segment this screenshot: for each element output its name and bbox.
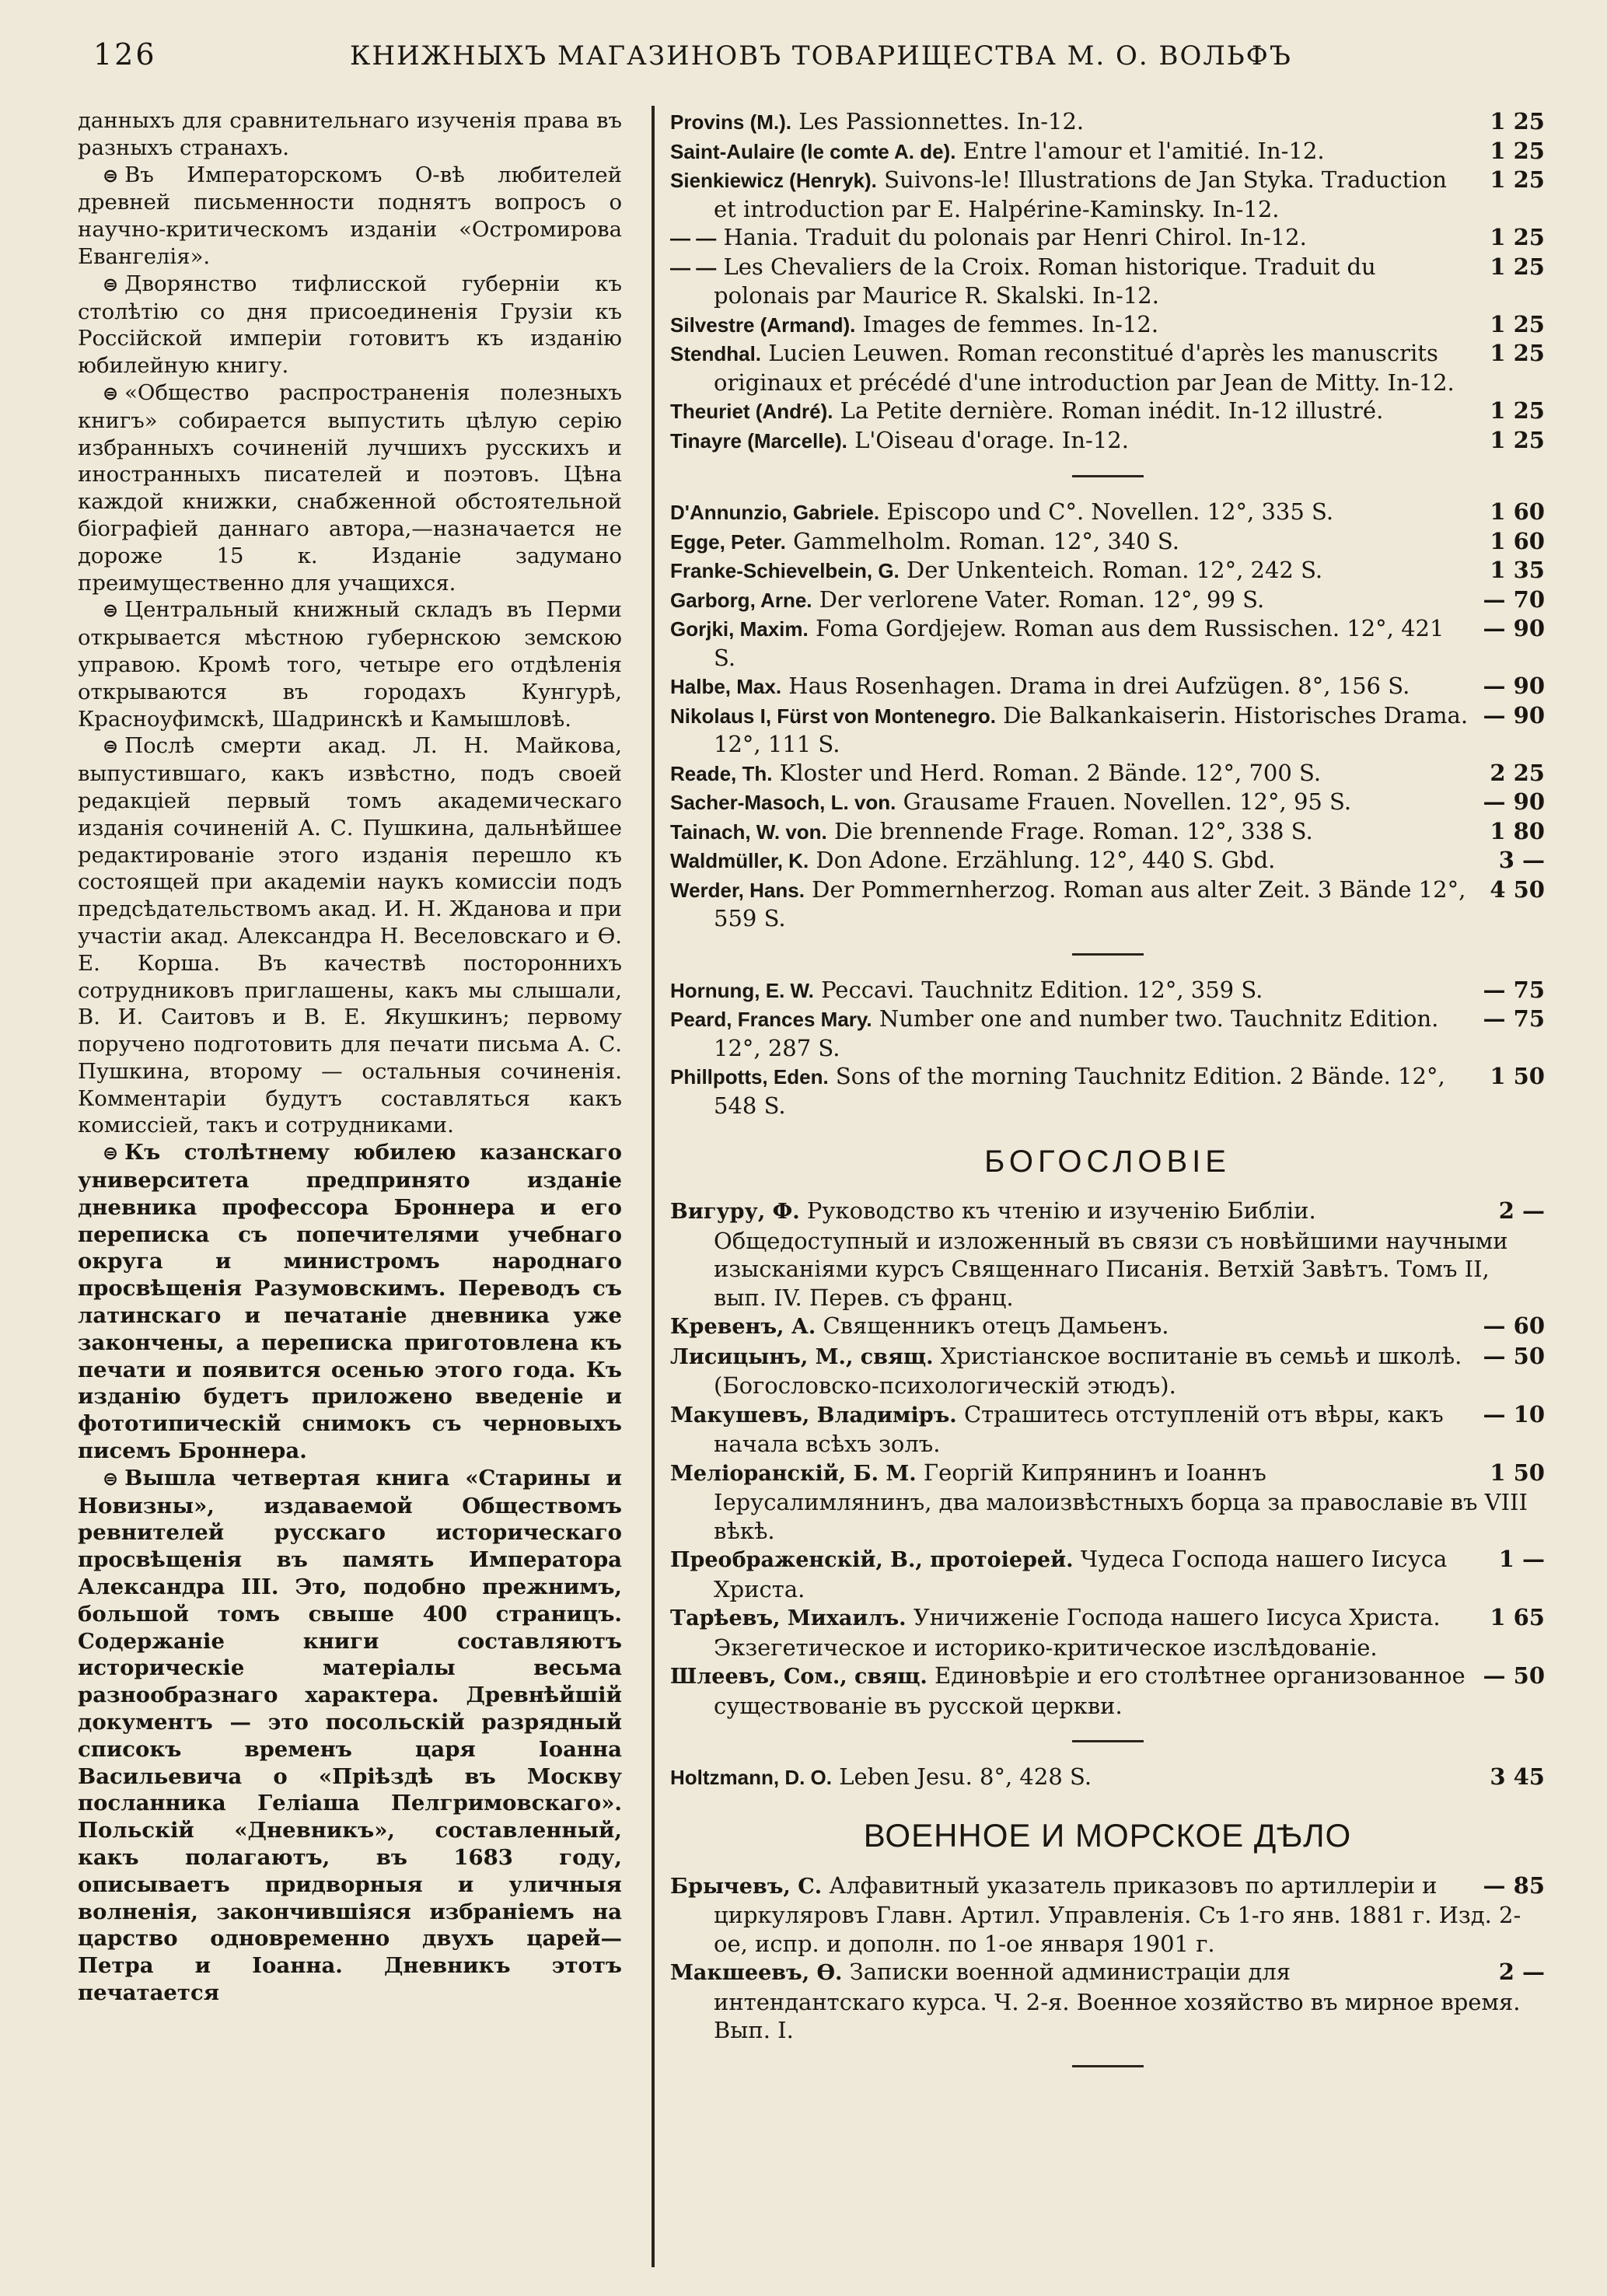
catalog-entry xyxy=(670,166,1545,223)
entry-price: 1 60 xyxy=(1490,498,1545,525)
entry-price: 1 25 xyxy=(1490,137,1545,164)
catalog-entry xyxy=(670,817,1545,847)
entry-title: L'Oiseau d'orage. In-12. xyxy=(854,426,1129,453)
catalog-entry xyxy=(670,1312,1545,1342)
section-divider xyxy=(1072,953,1144,956)
entry-price: 1 — xyxy=(1498,1546,1545,1572)
entry-title: Священникъ отецъ Дамьенъ. xyxy=(823,1312,1169,1339)
entry-title: Les Chevaliers de la Croix. Roman historique. Traduit du polonais par Maurice R. Skalski. In-12. xyxy=(714,253,1376,309)
entry-title: Записки военной администраціи для интендантскаго курса. Ч. 2-я. Военное хозяйство въ мирное время. Вып. I. xyxy=(714,1959,1521,2043)
catalog-entry xyxy=(670,1871,1545,1959)
entry-price: 1 25 xyxy=(1490,426,1545,453)
entry-price: 1 25 xyxy=(1490,310,1545,337)
entry-price: 1 35 xyxy=(1490,557,1545,583)
news-marker-icon: ⊜ xyxy=(103,1467,119,1490)
entry-author: Преображенскій, В., протоіерей. xyxy=(670,1548,1074,1572)
entry-author: Шлеевъ, Сом., свящ. xyxy=(670,1665,928,1689)
entry-title: Die Balkankaiserin. Historisches Drama. 12°, 111 S. xyxy=(714,701,1469,757)
entry-author: Peard, Frances Mary. xyxy=(670,1008,872,1031)
news-paragraph: ⊜ Вышла четвертая книга «Старины и Новизны», издаваемой Обществомъ ревнителей русскаго историческаго просвѣщенія въ память Императора Александра III. Это, подобно прежнимъ, большой томъ свыше 400 страницъ. Содержаніе книги составляютъ историческіе матеріалы весьма разнообразнаго характера. Древнѣйшій документъ — это посольскій разрядный списокъ временъ царя Іоанна Васильевича о «Пріѣздѣ въ Москву посланника Геліаша Пелгримовскаго». Польскій «Дневникъ», составленный, какъ полагаютъ, въ 1683 году, описываетъ придворныя и уличныя волненія, закончившіяся избраніемъ на царство одновременно двухъ царей—Петра и Іоанна. Дневникъ этотъ печатается xyxy=(78,1465,622,2005)
entry-title: Grausame Frauen. Novellen. 12°, 95 S. xyxy=(903,788,1352,815)
catalog-entry xyxy=(670,1400,1545,1459)
entry-price: 1 50 xyxy=(1490,1063,1545,1089)
entry-author: Nikolaus I, Fürst von Montenegro. xyxy=(670,704,996,728)
catalog-entry xyxy=(670,1197,1545,1312)
entry-price: — 85 xyxy=(1483,1871,1545,1899)
catalog-entry xyxy=(670,976,1545,1005)
entry-title: Der Unkenteich. Roman. 12°, 242 S. xyxy=(907,557,1323,583)
entry-title: Руководство къ чтенію и изученію Библіи. Общедоступный и изложенный въ связи съ новѣйшими научными изысканіями курсъ Священнаго Писанія. Ветхій Завѣтъ. Томъ II, вып. IV. Перев. съ франц. xyxy=(714,1197,1508,1311)
news-paragraph: ⊜ Центральный книжный складъ въ Перми открывается мѣстною губернскою земскою управою. Кромѣ того, четыре его отдѣленія открываются въ городахъ Кунгурѣ, Красноуфимскѣ, Шадринскѣ и Камышловѣ. xyxy=(78,597,622,732)
entry-author: Werder, Hans. xyxy=(670,878,805,902)
catalog-entry xyxy=(670,498,1545,527)
entry-price: — 70 xyxy=(1483,585,1545,613)
entry-author: Макушевъ, Владиміръ. xyxy=(670,1403,957,1428)
entry-price: — 90 xyxy=(1483,788,1545,815)
section-divider xyxy=(1072,1740,1144,1742)
page-header xyxy=(86,30,1555,84)
entry-price: — 60 xyxy=(1483,1312,1545,1339)
entry-title: Единовѣріе и его столѣтнее организованное существованіе въ русской церкви. xyxy=(714,1662,1466,1719)
theology-books-list xyxy=(670,1197,1545,1720)
catalog-entry xyxy=(670,1459,1545,1546)
entry-price: 1 25 xyxy=(1490,166,1545,193)
entry-price: 2 25 xyxy=(1490,759,1545,786)
page-number: 126 xyxy=(93,37,157,72)
entry-author: Tainach, W. von. xyxy=(670,820,827,844)
entry-price: 1 25 xyxy=(1490,224,1545,250)
news-marker-icon: ⊜ xyxy=(103,382,119,404)
section-heading-military: ВОЕННОЕ И МОРСКОЕ ДѢЛО xyxy=(863,1816,1352,1854)
entry-title: Уничиженіе Господа нашего Іисуса Христа. Экзегетическое и историко-критическое изслѣдованіе. xyxy=(714,1604,1441,1661)
entry-title: Kloster und Herd. Roman. 2 Bände. 12°, 700 S. xyxy=(779,759,1322,786)
entry-author: Silvestre (Armand). xyxy=(670,313,856,337)
entry-title: Sons of the morning Tauchnitz Edition. 2 Bände. 12°, 548 S. xyxy=(714,1063,1445,1119)
entry-title: Peccavi. Tauchnitz Edition. 12°, 359 S. xyxy=(821,976,1263,1003)
catalog-entry xyxy=(670,701,1545,759)
entry-price: 1 60 xyxy=(1490,527,1545,554)
entry-price: 3 — xyxy=(1498,847,1545,873)
entry-title: Images de femmes. In-12. xyxy=(862,310,1159,337)
entry-title: Foma Gordjejew. Roman aus dem Russischen. 12°, 421 S. xyxy=(714,615,1445,671)
catalog-entry xyxy=(670,339,1545,397)
entry-author: D'Annunzio, Gabriele. xyxy=(670,501,880,524)
entry-price: 4 50 xyxy=(1490,875,1545,903)
entry-title: Leben Jesu. 8°, 428 S. xyxy=(839,1763,1092,1790)
catalog-entry xyxy=(670,672,1545,701)
entry-author: Holtzmann, D. O. xyxy=(670,1766,832,1789)
catalog-entry xyxy=(670,1062,1545,1120)
entry-title: La Petite dernière. Roman inédit. In-12 illustré. xyxy=(840,397,1384,424)
catalog-entry xyxy=(670,223,1545,253)
military-books-list xyxy=(670,1871,1545,2045)
news-marker-icon: ⊜ xyxy=(103,273,119,295)
theology-german-books-list xyxy=(670,1763,1545,1792)
catalog-column xyxy=(670,107,1545,2269)
news-marker-icon: ⊜ xyxy=(103,164,119,187)
entry-author: — — xyxy=(670,255,717,279)
entry-author: Sienkiewicz (Henryk). xyxy=(670,169,877,192)
entry-title: Number one and number two. Tauchnitz Edition. 12°, 287 S. xyxy=(714,1005,1439,1061)
section-divider xyxy=(1072,2065,1144,2067)
entry-price: — 90 xyxy=(1483,615,1545,641)
entry-title: Der Pommernherzog. Roman aus alter Zeit. 3 Bände 12°, 559 S. xyxy=(714,875,1466,931)
news-marker-icon: ⊜ xyxy=(103,599,119,622)
entry-title: Episcopo und C°. Novellen. 12°, 335 S. xyxy=(886,498,1334,525)
entry-price: 1 25 xyxy=(1490,253,1545,280)
entry-title: Страшитесь отступленій отъ вѣры, какъ начала всѣхъ золъ. xyxy=(714,1400,1444,1457)
entry-price: 2 — xyxy=(1498,1197,1545,1224)
entry-author: Franke-Schievelbein, G. xyxy=(670,559,900,582)
entry-title: Чудеса Господа нашего Іисуса Христа. xyxy=(714,1546,1448,1602)
entry-author: Hornung, E. W. xyxy=(670,978,814,1002)
german-books-list xyxy=(670,498,1545,933)
catalog-entry xyxy=(670,556,1545,585)
entry-author: Reade, Th. xyxy=(670,761,773,785)
entry-author: Sacher-Masoch, L. von. xyxy=(670,791,896,814)
entry-title: Христіанское воспитаніе въ семьѣ и школѣ. (Богословско-психологическій этюдъ). xyxy=(714,1342,1462,1399)
entry-price: 2 — xyxy=(1498,1959,1545,1985)
running-title: КНИЖНЫХЪ МАГАЗИНОВЪ ТОВАРИЩЕСТВА М. О. ВОЛЬФЪ xyxy=(350,40,1292,72)
english-books-list xyxy=(670,976,1545,1120)
news-paragraph: ⊜ Послѣ смерти акад. Л. Н. Майкова, выпустившаго, какъ извѣстно, подъ своей редакціей первый томъ академическаго изданія сочиненій А. С. Пушкина, дальнѣйшее редактированіе этого изданія перешло къ состоящей при академіи наукъ комиссіи подъ предсѣдательствомъ акад. И. Н. Жданова и при участіи акад. Александра Н. Веселовскаго и Ѳ. Е. Корша. Въ качествѣ постороннихъ сотрудниковъ приглашены, какъ мы слышали, В. И. Саитовъ и В. Е. Якушкинъ; первому поручено подготовить для печати письма А. С. Пушкина, второму — остальныя сочиненія. Комментаріи будутъ составляться какъ комиссіей, такъ и сотрудниками. xyxy=(78,733,622,1138)
catalog-entry xyxy=(670,137,1545,166)
news-paragraph: данныхъ для сравнительнаго изученія права въ разныхъ странахъ. xyxy=(78,108,622,160)
entry-title: Suivons-le! Illustrations de Jan Styka. Traduction et introduction par E. Halpérine-Kaminsky. In-12. xyxy=(714,166,1447,222)
entry-price: — 90 xyxy=(1483,701,1545,729)
catalog-entry xyxy=(670,310,1545,340)
entry-title: Der verlorene Vater. Roman. 12°, 99 S. xyxy=(819,585,1265,613)
catalog-entry xyxy=(670,1342,1545,1400)
news-paragraph: ⊜ «Общество распространенія полезныхъ книгъ» собирается выпустить цѣлую серію избранныхъ сочиненій лучшихъ русскихъ и иностранныхъ писателей и поэтовъ. Цѣна каждой книжки, снабженной обстоятельной біографіей даннаго автора,—назначается не дороже 15 к. Изданіе задумано преимущественно для учащихся. xyxy=(78,379,622,596)
entry-author: — — xyxy=(670,226,717,250)
catalog-entry xyxy=(670,426,1545,456)
catalog-entry xyxy=(670,527,1545,557)
entry-title: Lucien Leuwen. Roman reconstitué d'après les manuscrits originaux et précédé d'une introduction par Jean de Mitty. In-12. xyxy=(714,340,1455,396)
entry-title: Hania. Traduit du polonais par Henri Chirol. In-12. xyxy=(723,224,1307,250)
entry-price: — 90 xyxy=(1483,673,1545,699)
entry-price: 1 25 xyxy=(1490,340,1545,366)
catalog-entry xyxy=(670,788,1545,817)
catalog-entry xyxy=(670,875,1545,933)
catalog-entry xyxy=(670,1603,1545,1662)
entry-author: Брычевъ, С. xyxy=(670,1874,823,1899)
entry-author: Phillpotts, Eden. xyxy=(670,1065,829,1089)
entry-author: Stendhal. xyxy=(670,342,762,365)
news-column xyxy=(78,107,622,2269)
news-marker-icon: ⊜ xyxy=(103,736,119,758)
catalog-entry xyxy=(670,397,1545,426)
entry-author: Вигуру, Ф. xyxy=(670,1200,800,1224)
catalog-entry xyxy=(670,107,1545,137)
entry-author: Waldmüller, K. xyxy=(670,849,809,872)
catalog-entry xyxy=(670,1662,1545,1720)
entry-price: — 75 xyxy=(1483,976,1545,1003)
news-paragraph: ⊜ Къ столѣтнему юбилею казанскаго университета предпринято изданіе дневника профессора Броннера и его переписка съ попечителями учебнаго округа и министромъ народнаго просвѣщенія Разумовскимъ. Переводъ съ латинскаго и печатаніе дневника уже закончены, а переписка приготовлена къ печати и появится осенью этого года. Къ изданію будетъ приложено введеніе и фототипическій снимокъ съ черновыхъ писемъ Броннера. xyxy=(78,1140,622,1464)
catalog-entry xyxy=(670,1763,1545,1792)
entry-title: Gammelholm. Roman. 12°, 340 S. xyxy=(793,527,1179,554)
entry-author: Макшеевъ, Ѳ. xyxy=(670,1961,843,1985)
entry-price: — 10 xyxy=(1483,1400,1545,1428)
catalog-entry xyxy=(670,585,1545,615)
catalog-entry xyxy=(670,614,1545,672)
entry-author: Theuriet (André). xyxy=(670,400,833,423)
entry-price: 3 45 xyxy=(1490,1763,1545,1790)
entry-author: Halbe, Max. xyxy=(670,675,782,698)
entry-title: Les Passionnettes. In-12. xyxy=(798,108,1085,135)
catalog-entry xyxy=(670,759,1545,788)
entry-price: 1 65 xyxy=(1490,1604,1545,1630)
news-marker-icon: ⊜ xyxy=(103,1142,119,1165)
entry-price: — 50 xyxy=(1483,1342,1545,1369)
entry-author: Лисицынъ, М., свящ. xyxy=(670,1344,934,1369)
entry-price: 1 50 xyxy=(1490,1459,1545,1486)
entry-price: 1 80 xyxy=(1490,817,1545,844)
entry-author: Gorjki, Maxim. xyxy=(670,617,809,641)
entry-price: 1 25 xyxy=(1490,108,1545,135)
entry-price: — 50 xyxy=(1483,1662,1545,1689)
entry-author: Tinayre (Marcelle). xyxy=(670,428,847,453)
entry-title: Георгій Кипрянинъ и Іоаннъ Іерусалимлянинъ, два малоизвѣстныхъ борца за православіе въ VIII вѣкѣ. xyxy=(714,1459,1528,1544)
french-books-list xyxy=(670,107,1545,455)
entry-author: Кревенъ, А. xyxy=(670,1315,816,1339)
entry-author: Garborg, Arne. xyxy=(670,588,812,612)
entry-title: Haus Rosenhagen. Drama in drei Aufzügen. 8°, 156 S. xyxy=(788,673,1410,699)
entry-title: Алфавитный указатель приказовъ по артиллеріи и циркуляровъ Главн. Артил. Управленія. Съ 1-го янв. 1881 г. Изд. 2-ое, испр. и дополн. по 1-ое января 1901 г. xyxy=(714,1871,1521,1957)
catalog-entry xyxy=(670,1958,1545,2045)
section-heading-theology: БОГОСЛОВІЕ xyxy=(984,1145,1231,1179)
entry-title: Don Adone. Erzählung. 12°, 440 S. Gbd. xyxy=(816,847,1276,873)
entry-price: — 75 xyxy=(1483,1005,1545,1032)
entry-author: Меліоранскій, Б. М. xyxy=(670,1461,917,1486)
entry-title: Die brennende Frage. Roman. 12°, 338 S. xyxy=(834,817,1313,844)
entry-author: Egge, Peter. xyxy=(670,529,786,554)
catalog-entry xyxy=(670,1545,1545,1603)
catalog-entry xyxy=(670,1005,1545,1062)
entry-author: Provins (M.). xyxy=(670,110,792,134)
news-paragraph: ⊜ Дворянство тифлисской губерніи къ столѣтію со дня присоединенія Грузіи къ Россійской имперіи готовитъ къ изданію юбилейную книгу. xyxy=(78,271,622,379)
entry-title: Entre l'amour et l'amitié. In-12. xyxy=(962,137,1325,164)
catalog-entry xyxy=(670,253,1545,310)
column-divider xyxy=(652,106,655,2267)
catalog-entry xyxy=(670,846,1545,875)
entry-author: Saint-Aulaire (le comte A. de). xyxy=(670,139,956,163)
news-paragraph: ⊜ Въ Императорскомъ О-вѣ любителей древней письменности поднятъ вопросъ о научно-критическомъ изданіи «Остромирова Евангелія». xyxy=(78,162,622,269)
section-divider xyxy=(1072,475,1144,477)
entry-price: 1 25 xyxy=(1490,397,1545,424)
entry-author: Тарѣевъ, Михаилъ. xyxy=(670,1606,907,1630)
